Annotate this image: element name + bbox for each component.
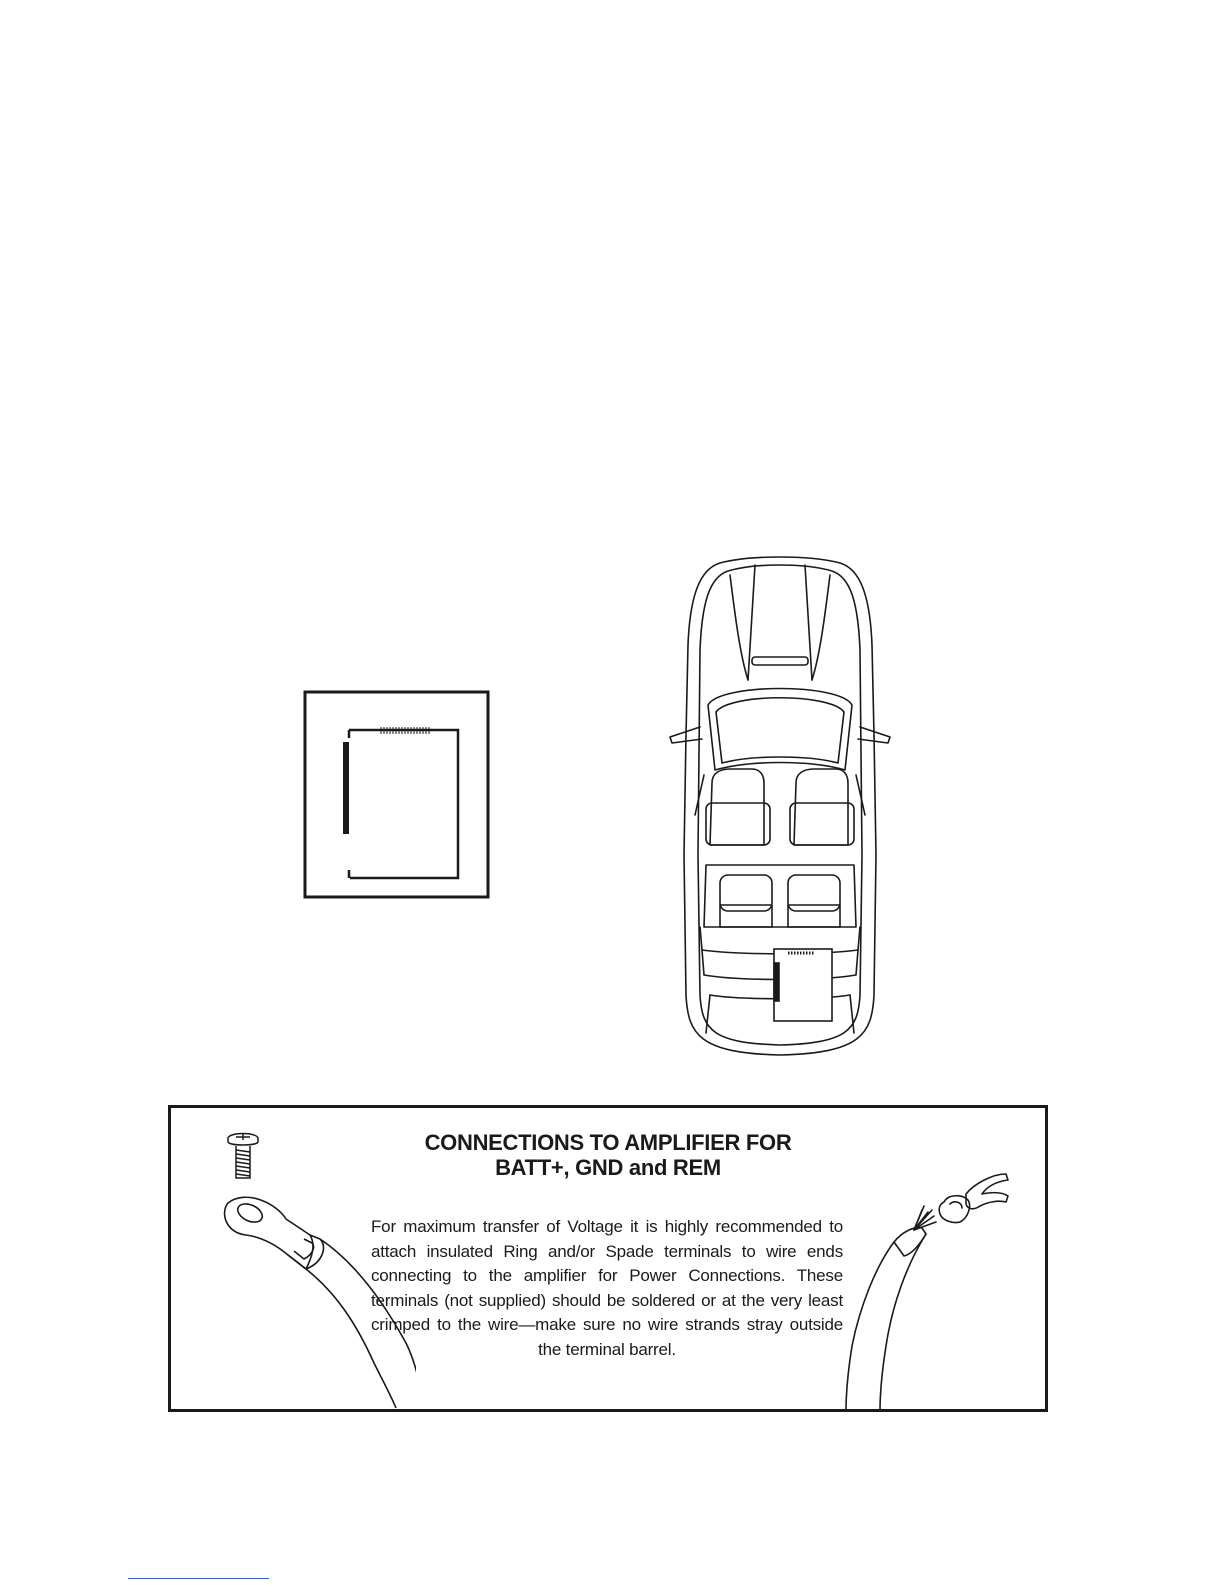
amplifier-icon [303, 690, 493, 900]
title-line-1: CONNECTIONS TO AMPLIFIER FOR [424, 1130, 792, 1155]
connections-info-box [168, 1105, 1048, 1412]
connections-body-text: For maximum transfer of Voltage it is highly recommended to attach insulated Ring and/or Spade terminals to wire ends connecting to the amplifier for Power Connections. These terminals (not supplied) should be soldered or at the very least crimped to the wire—make sure no wire strands stray outside the terminal barrel. [371, 1217, 843, 1359]
spade-terminal-icon [816, 1166, 1016, 1414]
link-underline-mark [128, 1578, 269, 1579]
amplifier-mounting-figure [303, 690, 493, 900]
car-top-view-icon [660, 555, 900, 1060]
title-line-2: BATT+, GND and REM [495, 1155, 721, 1180]
car-top-view-figure [660, 555, 900, 1060]
